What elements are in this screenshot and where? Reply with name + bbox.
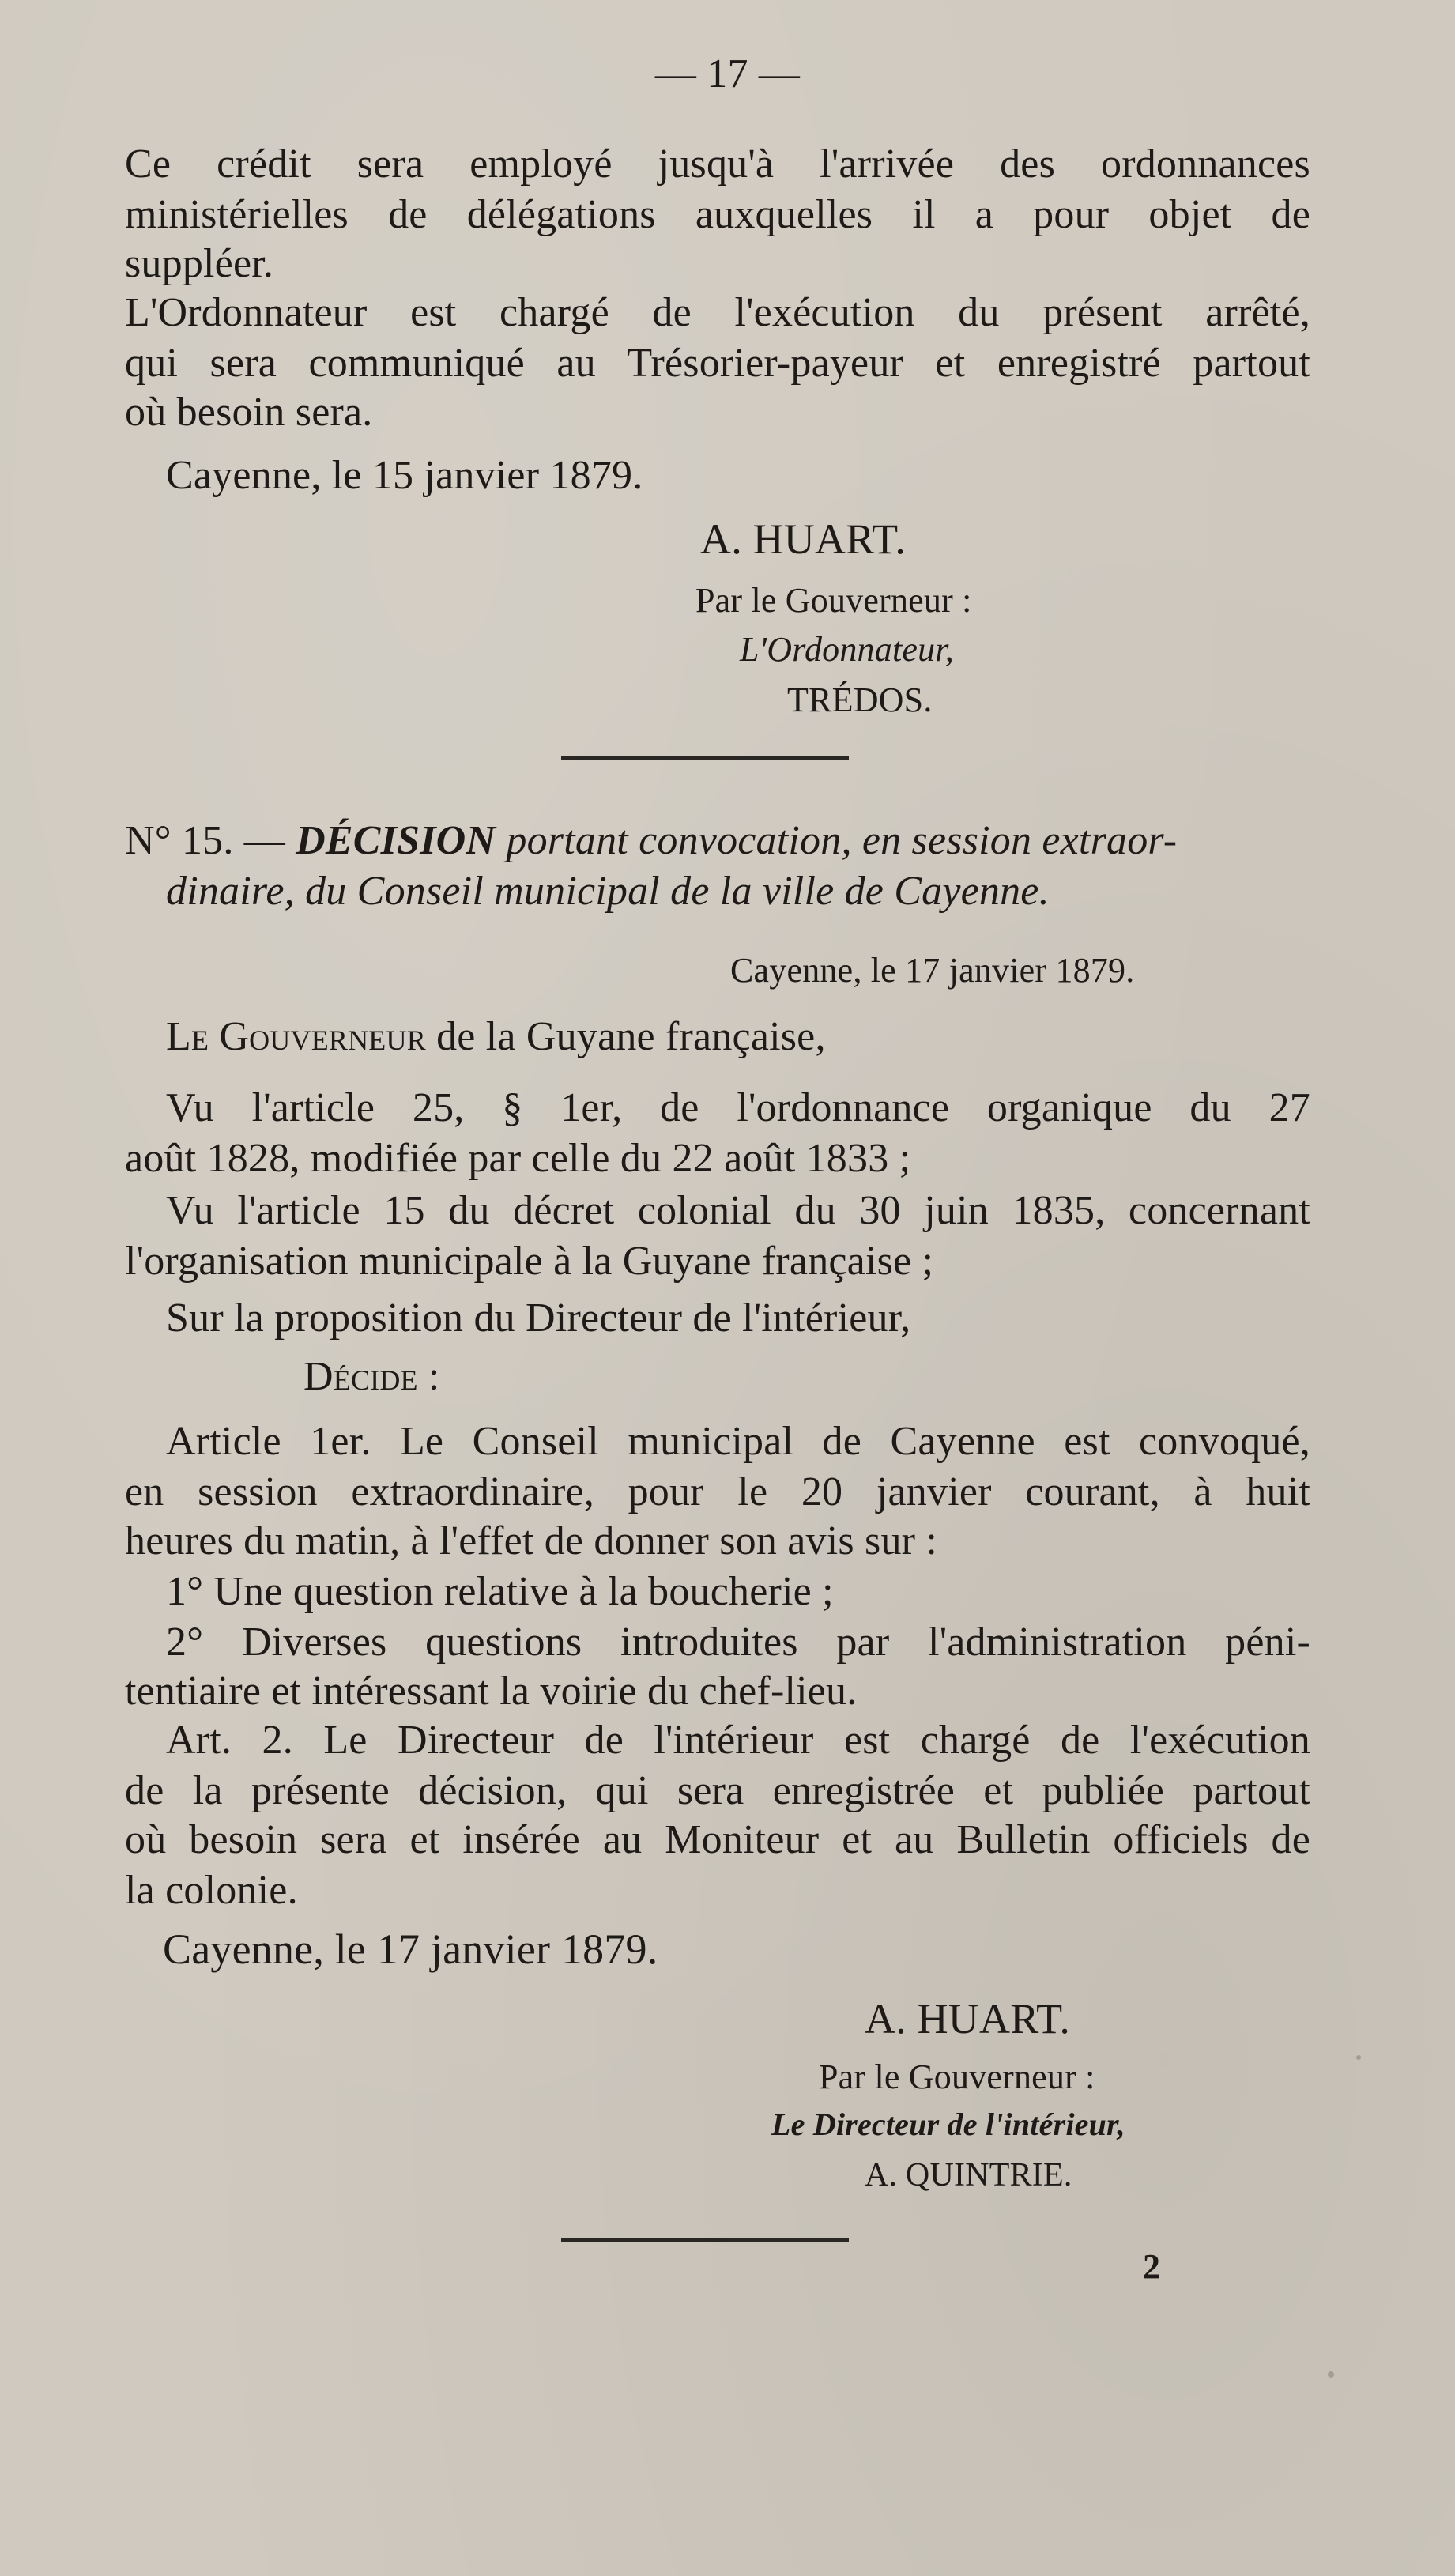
signature-signer: A. QUINTRIE. (865, 2157, 1072, 2193)
signature-name: A. HUART. (865, 1995, 1071, 2042)
governor-line (166, 1012, 826, 1062)
paragraph-line: l'organisation municipale à la Guyane française ; (125, 1239, 934, 1284)
governor-title: Le Gouverneur (166, 1014, 426, 1059)
paper-speck (1356, 2055, 1361, 2060)
decision-heading-line2: dinaire, du Conseil municipal de la ville de Cayenne. (166, 869, 1050, 914)
signature-by: Par le Gouverneur : (819, 2057, 1095, 2096)
paragraph-line: L'Ordonnateur est chargé de l'exécution du présent arrêté, (125, 290, 1310, 335)
decision-place-date: Cayenne, le 17 janvier 1879. (730, 951, 1135, 990)
paragraph-line: Art. 2. Le Directeur de l'intérieur est chargé de l'exécution (166, 1718, 1310, 1763)
separator-rule (561, 756, 849, 760)
dateline: Cayenne, le 17 janvier 1879. (163, 1925, 658, 1973)
paragraph-line: août 1828, modifiée par celle du 22 août 1833 ; (125, 1136, 911, 1181)
decision-title-bold: DÉCISION (296, 818, 496, 863)
paragraph-line: Ce crédit sera employé jusqu'à l'arrivée des ordonnances (125, 141, 1310, 187)
page-number: — 17 — (654, 51, 801, 96)
list-item: tentiaire et intéressant la voirie du chef-lieu. (125, 1669, 858, 1714)
paper-speck (1328, 2371, 1334, 2378)
paragraph-line: où besoin sera et insérée au Moniteur et au Bulletin officiels de (125, 1817, 1310, 1862)
decision-title-rest: portant convocation, en session extraor- (506, 818, 1178, 863)
paragraph-line: ministérielles de délégations auxquelles il a pour objet de (125, 192, 1310, 237)
dateline: Cayenne, le 15 janvier 1879. (166, 453, 643, 498)
separator-rule (561, 2238, 849, 2242)
signature-signer: TRÉDOS. (787, 681, 933, 719)
paragraph-line: la colonie. (125, 1868, 298, 1913)
signature-mark: 2 (1143, 2247, 1161, 2286)
governor-rest: de la Guyane française, (436, 1014, 826, 1059)
paragraph-line: en session extraordinaire, pour le 20 janvier courant, à huit (125, 1469, 1310, 1514)
paragraph-line: Vu l'article 15 du décret colonial du 30 juin 1835, concernant (166, 1188, 1310, 1233)
decision-heading-line1 (125, 816, 1177, 866)
paragraph-line: suppléer. (125, 241, 274, 286)
signature-role: L'Ordonnateur, (740, 630, 954, 669)
paragraph-line: Article 1er. Le Conseil municipal de Cayenne est convoqué, (166, 1419, 1310, 1464)
paragraph-line: de la présente décision, qui sera enregistrée et publiée partout (125, 1768, 1310, 1813)
paragraph-line: qui sera communiqué au Trésorier-payeur et enregistré partout (125, 341, 1310, 386)
paragraph-line: Vu l'article 25, § 1er, de l'ordonnance organique du 27 (166, 1085, 1310, 1130)
list-item: 1° Une question relative à la boucherie ; (166, 1569, 834, 1614)
list-item: 2° Diverses questions introduites par l'administration péni- (166, 1620, 1310, 1665)
signature-by: Par le Gouverneur : (695, 581, 972, 620)
paragraph-line: où besoin sera. (125, 390, 373, 435)
decide-heading: Décide : (303, 1354, 440, 1399)
signature-role: Le Directeur de l'intérieur, (771, 2106, 1125, 2142)
paragraph-line: Sur la proposition du Directeur de l'intérieur, (166, 1296, 911, 1341)
decision-number: N° 15. — (125, 818, 285, 863)
signature-name: A. HUART. (700, 515, 907, 563)
paragraph-line: heures du matin, à l'effet de donner son avis sur : (125, 1518, 938, 1563)
